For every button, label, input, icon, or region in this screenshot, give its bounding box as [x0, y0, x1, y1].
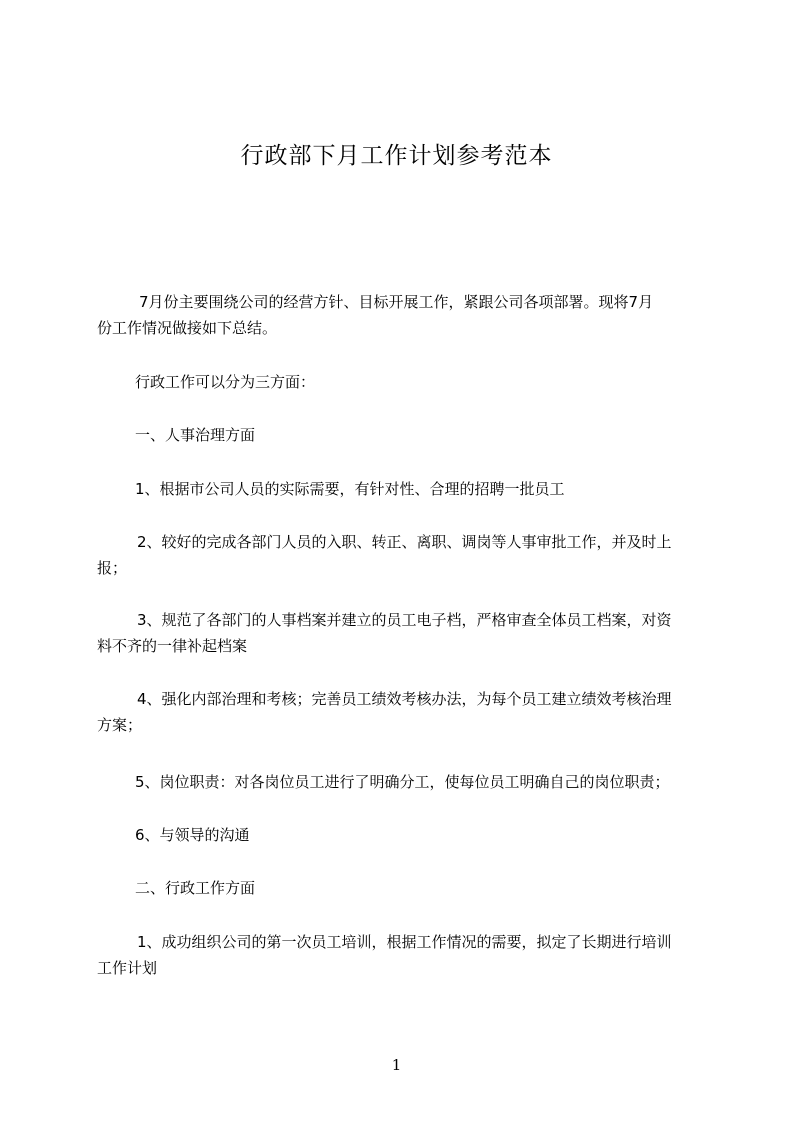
- list-item-admin-1: [97, 929, 709, 981]
- paragraph-line: 行政工作可以分为三方面：: [135, 373, 316, 391]
- paragraph-admin-overview: [97, 369, 709, 395]
- paragraph-line: 工作计划: [97, 959, 158, 977]
- section-heading-hr: [97, 422, 709, 448]
- list-item-hr-1: [97, 476, 709, 502]
- paragraph-line: 份工作情况做接如下总结。: [97, 319, 278, 337]
- document-title: 行政部下月工作计划参考范本: [240, 143, 553, 169]
- section-heading-admin: [97, 875, 709, 901]
- paragraph-line: 4、强化内部治理和考核；完善员工绩效考核办法，为每个员工建立绩效考核治理: [137, 690, 672, 708]
- paragraph-line: 二、行政工作方面: [135, 879, 256, 897]
- list-item-hr-6: [97, 822, 709, 848]
- page-number: 1: [391, 1056, 402, 1074]
- paragraph-line: 料不齐的一律补起档案: [97, 637, 248, 655]
- list-item-hr-5: [97, 769, 709, 795]
- list-item-hr-3: [97, 607, 709, 659]
- paragraph-line: 一、人事治理方面: [135, 426, 256, 444]
- paragraph-line: 方案；: [97, 716, 143, 734]
- paragraph-line: 报；: [97, 559, 128, 577]
- paragraph-line: 6、与领导的沟通: [135, 826, 250, 844]
- paragraph-line: 1、成功组织公司的第一次员工培训，根据工作情况的需要，拟定了长期进行培训: [137, 933, 672, 951]
- paragraph-line: 7月份主要围绕公司的经营方针、目标开展工作，紧跟公司各项部署。现将7月: [139, 293, 654, 311]
- paragraph-line: 1、根据市公司人员的实际需要，有针对性、合理的招聘一批员工: [135, 480, 565, 498]
- paragraph-line: 2、较好的完成各部门人员的入职、转正、离职、调岗等人事审批工作，并及时上: [137, 533, 672, 551]
- paragraph-line: 3、规范了各部门的人事档案并建立的员工电子档，严格审查全体员工档案，对资: [137, 611, 672, 629]
- list-item-hr-4: [97, 686, 709, 738]
- paragraph-line: 5、岗位职责：对各岗位员工进行了明确分工，使每位员工明确自己的岗位职责；: [135, 773, 670, 791]
- list-item-hr-2: [97, 529, 709, 581]
- paragraph-intro: [97, 289, 709, 341]
